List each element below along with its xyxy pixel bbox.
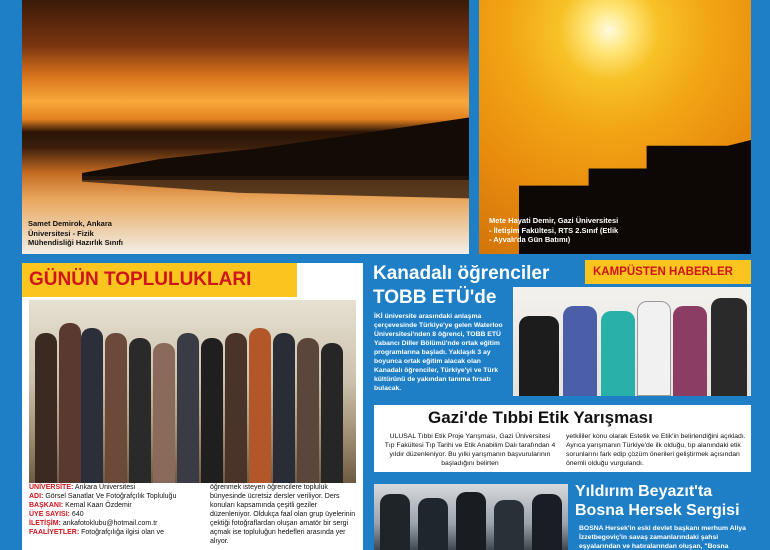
person-figure	[81, 328, 103, 483]
kanada-headline-2: TOBB ETÜ'de	[373, 287, 497, 308]
community-description: öğrenmek isteyen öğrencilere topluluk bünyesinde ücretsiz dersler veriliyor. Ders konuları kapsamında çeşitli geziler düzenleniyor. Oldukça faal olan grup üyelerinin çektiği fotoğraflardan oluşan amatör bir sergi açmak ise topluluğun hedefleri arasında yer alıyor.	[210, 484, 356, 545]
right-photo-caption: Mete Hayati Demir, Gazi Üniversitesi - İletişim Fakültesi, RTS 2.Sınıf (Etlik - Ayvalı'da Gün Batımı)	[489, 216, 619, 244]
gazi-headline: Gazi'de Tıbbi Etik Yarışması	[428, 408, 653, 427]
person-figure	[35, 333, 57, 483]
person-figure	[637, 301, 671, 396]
person-figure	[105, 333, 127, 483]
island-reflection	[82, 176, 469, 204]
person-figure	[494, 500, 524, 550]
person-figure	[249, 328, 271, 483]
kanada-body: İKİ üniversite arasındaki anlaşma çerçevesinde Türkiye'ye gelen Waterloo Üniversitesi'nden 8 öğrenci, TOBB ETÜ Yabancı Diller Bölümü'nde ortak eğitim programlarına başladı. Yaklaşık 3 ay boyunca ortak eğitim alacak olan Kanadalı öğrenciler, Türkiye'yi ve Türk kültürünü de yakından tanıma fırsatı bulacak.	[374, 313, 503, 392]
news-panel	[372, 263, 751, 550]
left-photo-caption: Samet Demirok, Ankara Üniversitesi - Fizik Mühendisliği Hazırlık Sınıfı	[28, 219, 124, 247]
person-figure	[563, 306, 597, 396]
person-figure	[129, 338, 151, 483]
gazi-column-1: ULUSAL Tıbbi Etik Proje Yarışması, Gazi Üniversitesi Tıp Fakültesi Tıp Tarihi ve Etik Anabilim Dalı tarafından 4 yıldır düzenleniyor. Bu yılki yarışmanın başvurularının başladığını belirten	[384, 433, 556, 467]
bosna-headline-1: Yıldırım Beyazıt'ta	[575, 483, 713, 500]
person-figure	[153, 343, 175, 483]
sunset-lake-photo	[22, 0, 469, 254]
person-figure	[456, 492, 486, 550]
bosna-headline-2: Bosna Hersek Sergisi	[575, 502, 740, 519]
students-photo	[513, 287, 751, 396]
person-figure	[177, 333, 199, 483]
bosna-photo	[374, 484, 568, 550]
person-figure	[225, 333, 247, 483]
gazi-article	[374, 405, 751, 472]
island-silhouette	[82, 110, 469, 180]
campus-news-label: KAMPÜSTEN HABERLER	[593, 266, 733, 278]
campus-news-badge	[585, 260, 751, 284]
community-title: GÜNÜN TOPLULUKLARI	[29, 269, 252, 290]
group-photo	[29, 300, 356, 483]
community-header	[22, 263, 297, 297]
person-figure	[532, 494, 562, 550]
community-info: ÜNİVERSİTE: Ankara Üniversitesi ADI: Görsel Sanatlar Ve Fotoğrafçılık Topluluğu BAŞKANI: Kemal Kaan Özdemir ÜYE SAYISI: 640 İLETİŞİM: ankafotoklubu@hotmail.com.tr FAALİYETLER: Fotoğrafçılığa ilgisi olan ve	[29, 484, 177, 536]
person-figure	[519, 316, 559, 396]
person-figure	[418, 498, 448, 550]
person-figure	[59, 323, 81, 483]
person-figure	[380, 494, 410, 550]
person-figure	[297, 338, 319, 483]
person-figure	[601, 311, 635, 396]
person-figure	[321, 343, 343, 483]
person-figure	[273, 333, 295, 483]
person-figure	[673, 306, 707, 396]
community-panel	[22, 263, 363, 550]
bosna-body: BOSNA Hersek'in eski devlet başkanı merhum Aliya İzzetbegoviç'in savaş zamanlarındaki şahsi eşyalarından ve hatıralarından oluşan, "Bosna	[579, 525, 746, 550]
person-figure	[201, 338, 223, 483]
gazi-column-2: yetkililer konu olarak Estetik ve Etik'in belirlendiğini açıkladı. Ayrıca yarışmanın Türkiye'de ilk olduğu, tıp alanındaki etik sorunlarını fark edip çözüm önerileri geliştirmek açısından önemli olduğu vurgulandı.	[566, 433, 746, 467]
kanada-headline-1: Kanadalı öğrenciler	[373, 263, 550, 284]
person-figure	[711, 298, 747, 396]
